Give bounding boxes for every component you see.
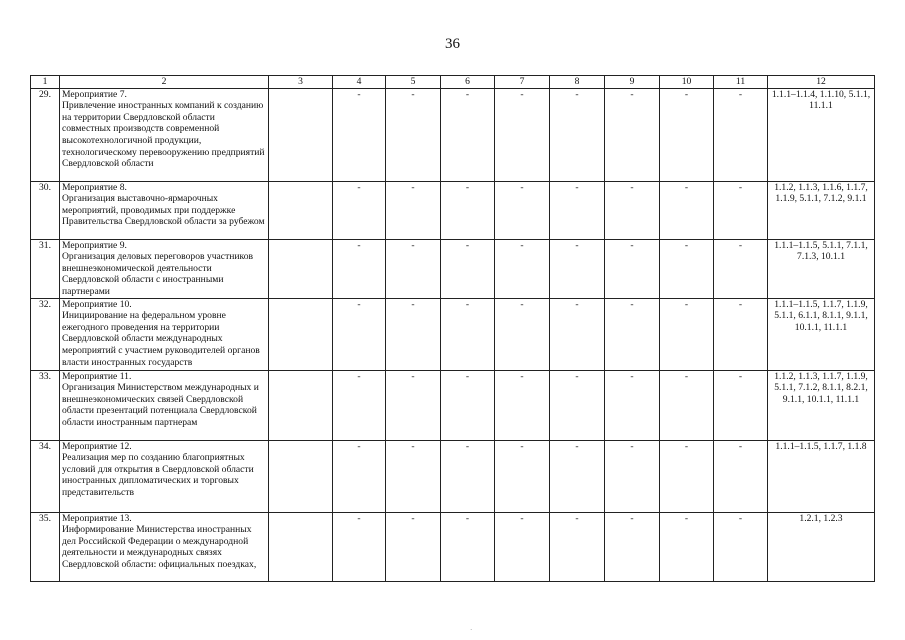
column-header-2: 2 bbox=[60, 76, 269, 89]
event-cell bbox=[60, 370, 269, 440]
event-cell bbox=[60, 440, 269, 512]
value-cell-col-3 bbox=[269, 88, 333, 181]
value-cell-col-5: - bbox=[386, 440, 441, 512]
value-cell-col-5: - bbox=[386, 512, 441, 581]
value-cell-col-10: - bbox=[660, 88, 714, 181]
table-row bbox=[31, 298, 875, 370]
value-cell-col-4: - bbox=[333, 512, 386, 581]
value-cell-col-6: - bbox=[441, 181, 495, 239]
value-cell-col-3 bbox=[269, 298, 333, 370]
column-header-5: 5 bbox=[386, 76, 441, 89]
value-cell-col-8: - bbox=[550, 440, 605, 512]
row-number: 31. bbox=[31, 239, 60, 298]
table-row bbox=[31, 370, 875, 440]
target-indicators-cell: 1.1.1–1.1.4, 1.1.10, 5.1.1, 11.1.1 bbox=[768, 88, 875, 181]
value-cell-col-6: - bbox=[441, 88, 495, 181]
event-description: Организация деловых переговоров участников внешнеэкономической деятельности Свердловской области с иностранными партнерами bbox=[62, 251, 254, 297]
event-cell bbox=[60, 512, 269, 581]
event-cell bbox=[60, 298, 269, 370]
table-row bbox=[31, 181, 875, 239]
row-number: 34. bbox=[31, 440, 60, 512]
value-cell-col-4: - bbox=[333, 181, 386, 239]
value-cell-col-3 bbox=[269, 512, 333, 581]
value-cell-col-9: - bbox=[605, 512, 660, 581]
event-title: Мероприятие 9. bbox=[62, 239, 127, 251]
value-cell-col-7: - bbox=[495, 298, 550, 370]
event-description: Реализация мер по созданию благоприятных условий для открытия в Свердловской области иностранных дипломатических и торговых представительств bbox=[62, 452, 254, 498]
value-cell-col-8: - bbox=[550, 239, 605, 298]
value-cell-col-5: - bbox=[386, 88, 441, 181]
value-cell-col-6: - bbox=[441, 239, 495, 298]
target-indicators-cell: 1.2.1, 1.2.3 bbox=[768, 512, 875, 581]
value-cell-col-8: - bbox=[550, 88, 605, 181]
value-cell-col-3 bbox=[269, 370, 333, 440]
value-cell-col-7: - bbox=[495, 440, 550, 512]
target-indicators-cell: 1.1.1–1.1.5, 1.1.7, 1.1.9, 5.1.1, 6.1.1, 8.1.1, 9.1.1, 10.1.1, 11.1.1 bbox=[768, 298, 875, 370]
row-number: 35. bbox=[31, 512, 60, 581]
row-number: 29. bbox=[31, 88, 60, 181]
value-cell-col-9: - bbox=[605, 239, 660, 298]
value-cell-col-5: - bbox=[386, 181, 441, 239]
column-header-6: 6 bbox=[441, 76, 495, 89]
event-title: Мероприятие 7. bbox=[62, 88, 127, 100]
event-description: Организация Министерством международных и внешнеэкономических связей Свердловской области презентаций потенциала Свердловской области иностранным партнерам bbox=[62, 382, 259, 428]
value-cell-col-6: - bbox=[441, 370, 495, 440]
column-header-12: 12 bbox=[768, 76, 875, 89]
value-cell-col-11: - bbox=[714, 370, 768, 440]
value-cell-col-3 bbox=[269, 239, 333, 298]
target-indicators-cell: 1.1.1–1.1.5, 1.1.7, 1.1.8 bbox=[768, 440, 875, 512]
target-indicators-cell: 1.1.1–1.1.5, 5.1.1, 7.1.1, 7.1.3, 10.1.1 bbox=[768, 239, 875, 298]
value-cell-col-9: - bbox=[605, 88, 660, 181]
value-cell-col-6: - bbox=[441, 440, 495, 512]
value-cell-col-7: - bbox=[495, 88, 550, 181]
table-row bbox=[31, 440, 875, 512]
target-indicators-cell: 1.1.2, 1.1.3, 1.1.6, 1.1.7, 1.1.9, 5.1.1, 7.1.2, 9.1.1 bbox=[768, 181, 875, 239]
event-title: Мероприятие 11. bbox=[62, 370, 132, 382]
value-cell-col-8: - bbox=[550, 298, 605, 370]
value-cell-col-4: - bbox=[333, 370, 386, 440]
event-description: Инициирование на федеральном уровне ежегодного проведения на территории Свердловской области международных мероприятий с участием руководителей органов власти иностранных государств bbox=[62, 310, 260, 368]
table-row bbox=[31, 512, 875, 581]
event-cell bbox=[60, 239, 269, 298]
event-title: Мероприятие 8. bbox=[62, 181, 127, 193]
value-cell-col-8: - bbox=[550, 370, 605, 440]
value-cell-col-11: - bbox=[714, 440, 768, 512]
event-description: Информирование Министерства иностранных дел Российской Федерации о международной деятельности и международных связях Свердловской области: официальных поездках, bbox=[62, 524, 257, 570]
value-cell-col-10: - bbox=[660, 512, 714, 581]
header-row bbox=[31, 76, 875, 89]
value-cell-col-11: - bbox=[714, 181, 768, 239]
events-table bbox=[30, 75, 875, 582]
value-cell-col-10: - bbox=[660, 239, 714, 298]
value-cell-col-7: - bbox=[495, 181, 550, 239]
value-cell-col-9: - bbox=[605, 440, 660, 512]
column-header-9: 9 bbox=[605, 76, 660, 89]
column-header-8: 8 bbox=[550, 76, 605, 89]
event-title: Мероприятие 10. bbox=[62, 298, 132, 310]
value-cell-col-11: - bbox=[714, 298, 768, 370]
value-cell-col-10: - bbox=[660, 370, 714, 440]
value-cell-col-5: - bbox=[386, 298, 441, 370]
table-row bbox=[31, 88, 875, 181]
value-cell-col-4: - bbox=[333, 88, 386, 181]
column-header-7: 7 bbox=[495, 76, 550, 89]
column-header-10: 10 bbox=[660, 76, 714, 89]
value-cell-col-4: - bbox=[333, 298, 386, 370]
row-number: 33. bbox=[31, 370, 60, 440]
column-header-11: 11 bbox=[714, 76, 768, 89]
value-cell-col-7: - bbox=[495, 512, 550, 581]
value-cell-col-10: - bbox=[660, 298, 714, 370]
value-cell-col-9: - bbox=[605, 181, 660, 239]
value-cell-col-10: - bbox=[660, 181, 714, 239]
value-cell-col-11: - bbox=[714, 239, 768, 298]
page-number: 36 bbox=[445, 36, 460, 52]
value-cell-col-5: - bbox=[386, 239, 441, 298]
target-indicators-cell: 1.1.2, 1.1.3, 1.1.7, 1.1.9, 5.1.1, 7.1.2, 8.1.1, 8.2.1, 9.1.1, 10.1.1, 11.1.1 bbox=[768, 370, 875, 440]
value-cell-col-3 bbox=[269, 181, 333, 239]
value-cell-col-5: - bbox=[386, 370, 441, 440]
value-cell-col-3 bbox=[269, 440, 333, 512]
event-description: Привлечение иностранных компаний к созданию на территории Свердловской области совместных производств современной высокотехнологичной продукции, технологическому перевооружению предприятий Свердловской области bbox=[62, 100, 265, 170]
value-cell-col-9: - bbox=[605, 298, 660, 370]
value-cell-col-10: - bbox=[660, 440, 714, 512]
value-cell-col-9: - bbox=[605, 370, 660, 440]
value-cell-col-8: - bbox=[550, 512, 605, 581]
table-row bbox=[31, 239, 875, 298]
value-cell-col-6: - bbox=[441, 298, 495, 370]
event-cell bbox=[60, 88, 269, 181]
column-header-1: 1 bbox=[31, 76, 60, 89]
event-cell bbox=[60, 181, 269, 239]
value-cell-col-6: - bbox=[441, 512, 495, 581]
column-header-4: 4 bbox=[333, 76, 386, 89]
row-number: 32. bbox=[31, 298, 60, 370]
value-cell-col-4: - bbox=[333, 239, 386, 298]
footer-mark: · bbox=[470, 626, 473, 634]
row-number: 30. bbox=[31, 181, 60, 239]
value-cell-col-11: - bbox=[714, 88, 768, 181]
event-title: Мероприятие 13. bbox=[62, 512, 132, 524]
event-title: Мероприятие 12. bbox=[62, 440, 132, 452]
value-cell-col-7: - bbox=[495, 370, 550, 440]
value-cell-col-7: - bbox=[495, 239, 550, 298]
value-cell-col-8: - bbox=[550, 181, 605, 239]
column-header-3: 3 bbox=[269, 76, 333, 89]
value-cell-col-11: - bbox=[714, 512, 768, 581]
value-cell-col-4: - bbox=[333, 440, 386, 512]
event-description: Организация выставочно-ярмарочных мероприятий, проводимых при поддержке Правительства Свердловской области за рубежом bbox=[62, 193, 265, 228]
